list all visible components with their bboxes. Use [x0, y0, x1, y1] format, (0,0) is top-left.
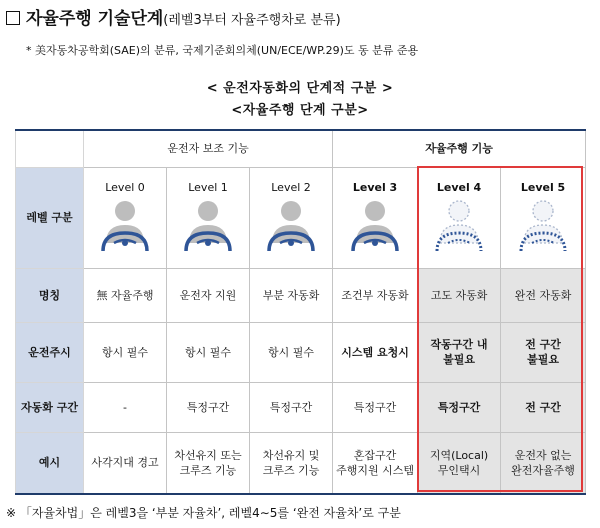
- section-subtitle: (레벨3부터 자율주행차로 분류): [163, 13, 341, 28]
- level-5-example-line-2: 완전자율주행: [511, 463, 575, 477]
- level-2-name: 부분 자동화: [250, 268, 333, 322]
- row-header-level: 레벨 구분: [16, 167, 84, 268]
- level-4-zone: 특정구간: [418, 382, 501, 432]
- autonomous-levels-table: [15, 129, 586, 495]
- level-4-subject-line-1: 작동구간 내: [430, 338, 488, 351]
- group-autonomous: 자율주행 기능: [333, 130, 586, 167]
- row-header-example: 예시: [16, 432, 84, 494]
- table-row-automation-zone: [16, 382, 586, 432]
- classification-note: * 美자동차공학회(SAE)의 분류, 국제기준회의체(UN/ECE/WP.29)도 동 분류 준용: [26, 44, 419, 57]
- level-4-label: Level 4: [436, 181, 482, 194]
- level-1-cell: [167, 167, 250, 268]
- row-header-driving-subject: 운전주시: [16, 322, 84, 382]
- level-0-name: 無 자율주행: [84, 268, 167, 322]
- level-5-zone: 전 구간: [501, 382, 586, 432]
- level-2-example-line-2: 크루즈 기능: [262, 463, 320, 477]
- level-3-subject: [333, 322, 418, 382]
- level-3-example-line-1: 혼잡구간: [353, 448, 397, 462]
- level-5-cell: [501, 167, 586, 268]
- level-4-subject-line-2: 불필요: [443, 353, 475, 366]
- level-4-cell: [418, 167, 501, 268]
- level-4-subject: [418, 322, 501, 382]
- table-corner-cell: [16, 130, 84, 167]
- driver-hands-on-icon: [183, 199, 233, 255]
- level-0-subject-text: 항시 필수: [101, 345, 148, 359]
- level-2-label: Level 2: [271, 181, 311, 194]
- level-1-example-line-1: 차선유지 또는: [174, 448, 242, 462]
- table-subtitle: <자율주행 단계 구분>: [231, 103, 369, 118]
- level-3-example: [333, 432, 418, 494]
- level-3-name: 조건부 자동화: [333, 268, 418, 322]
- level-2-zone: 특정구간: [250, 382, 333, 432]
- table-row-example: [16, 432, 586, 494]
- driverless-dotted-icon: [434, 199, 484, 255]
- level-5-subject-line-2: 불필요: [527, 353, 559, 366]
- driverless-dotted-icon: [518, 199, 568, 255]
- level-4-name: 고도 자동화: [418, 268, 501, 322]
- level-0-example-text: 사각지대 경고: [91, 456, 159, 470]
- driver-hands-on-icon: [100, 199, 150, 255]
- level-5-example-line-1: 운전자 없는: [514, 448, 572, 462]
- section-title: 자율주행 기술단계: [26, 9, 164, 29]
- level-1-name: 운전자 지원: [167, 268, 250, 322]
- level-4-example-line-2: 무인택시: [437, 463, 481, 477]
- section-heading: [6, 4, 341, 29]
- footnote: ※ 「자율차법」은 레벨3을 ‘부분 자율차’, 레벨4∼5를 ‘완전 자율차’로 구분: [6, 506, 401, 520]
- table-row-name: [16, 268, 586, 322]
- table-title: < 운전자동화의 단계적 구분 >: [206, 81, 394, 96]
- level-2-subject: [250, 322, 333, 382]
- level-3-label: Level 3: [352, 181, 398, 194]
- level-0-cell: [84, 167, 167, 268]
- level-1-subject-text: 항시 필수: [184, 345, 231, 359]
- level-1-example: [167, 432, 250, 494]
- level-5-subject: [501, 322, 586, 382]
- level-0-zone: -: [84, 382, 167, 432]
- level-3-subject-text: 시스템 요청시: [341, 345, 409, 359]
- level-1-subject: [167, 322, 250, 382]
- level-1-label: Level 1: [188, 181, 228, 194]
- level-5-example: [501, 432, 586, 494]
- driver-hands-on-icon: [266, 199, 316, 255]
- level-3-zone: 특정구간: [333, 382, 418, 432]
- table-row-driving-subject: [16, 322, 586, 382]
- level-3-example-line-2: 주행지원 시스템: [336, 463, 414, 477]
- level-5-label: Level 5: [520, 181, 566, 194]
- checkbox-square-icon: [6, 11, 20, 25]
- level-1-zone: 특정구간: [167, 382, 250, 432]
- level-2-cell: [250, 167, 333, 268]
- level-2-subject-text: 항시 필수: [268, 345, 315, 359]
- row-header-name: 명칭: [16, 268, 84, 322]
- level-4-example-line-1: 지역(Local): [429, 448, 489, 462]
- group-driver-assist: 운전자 보조 기능: [84, 130, 333, 167]
- level-3-cell: [333, 167, 418, 268]
- table-row-level: [16, 167, 586, 268]
- level-0-subject: [84, 322, 167, 382]
- level-0-example: [84, 432, 167, 494]
- driver-hands-on-icon: [350, 199, 400, 255]
- row-header-automation-zone: 자동화 구간: [16, 382, 84, 432]
- level-2-example-line-1: 차선유지 및: [262, 448, 320, 462]
- level-4-example: [418, 432, 501, 494]
- table-group-row: [16, 130, 586, 167]
- level-5-name: 완전 자동화: [501, 268, 586, 322]
- level-2-example: [250, 432, 333, 494]
- level-0-label: Level 0: [105, 181, 145, 194]
- level-5-subject-line-1: 전 구간: [525, 338, 561, 351]
- level-1-example-line-2: 크루즈 기능: [179, 463, 237, 477]
